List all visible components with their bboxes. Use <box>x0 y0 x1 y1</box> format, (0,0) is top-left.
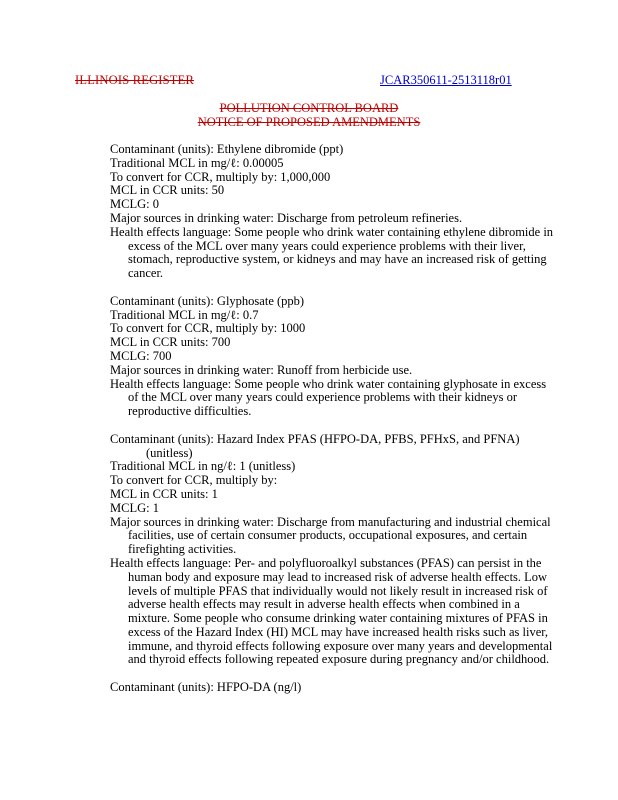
contaminant-line: (unitless) <box>146 445 193 460</box>
health-line: immune, and thyroid effects following exposure over many years and developmental <box>128 638 553 653</box>
mcl-line: Traditional MCL in ng/ℓ: 1 (unitless) <box>110 459 296 474</box>
notice-title: NOTICE OF PROPOSED AMENDMENTS <box>197 115 421 129</box>
mclg-line: MCLG: 700 <box>110 348 172 363</box>
health-line: human body and exposure may lead to increased risk of adverse health effects. Low <box>128 569 548 584</box>
contaminant-line: Contaminant (units): Ethylene dibromide (ppt) <box>110 142 344 156</box>
convert-line: To convert for CCR, multiply by: 1,000,000 <box>110 169 331 184</box>
mclg-line: MCLG: 1 <box>110 500 159 515</box>
ccr-line: MCL in CCR units: 50 <box>110 183 225 198</box>
health-line: adverse health effects may result in adverse health effects when combined in a <box>128 597 520 612</box>
sources-line: Major sources in drinking water: Runoff from herbicide use. <box>110 362 413 377</box>
document-body <box>110 143 590 695</box>
contaminant-block-ethylene-dibromide <box>110 143 590 281</box>
sources-line: firefighting activities. <box>128 542 237 557</box>
ccr-line: MCL in CCR units: 700 <box>110 335 231 350</box>
mcl-line: Traditional MCL in mg/ℓ: 0.7 <box>110 307 259 322</box>
sources-line: Major sources in drinking water: Discharge from manufacturing and industrial chemical <box>110 514 551 529</box>
health-line: excess of the Hazard Index (HI) MCL may have increased health risks such as liver, <box>128 624 549 639</box>
jcar-reference-link[interactable]: JCAR350611-2513118r01 <box>380 73 512 87</box>
mclg-line: MCLG: 0 <box>110 197 159 212</box>
health-line: mixture. Some people who consume drinking water containing mixtures of PFAS in <box>128 611 548 626</box>
sources-line: Major sources in drinking water: Discharge from petroleum refineries. <box>110 210 463 225</box>
health-line: stomach, reproductive system, or kidneys and may have an increased risk of getting <box>128 252 547 267</box>
register-header: ILLINOIS REGISTER <box>75 73 195 87</box>
sources-line: facilities, use of certain consumer products, occupational exposures, and certain <box>128 528 528 543</box>
convert-line: To convert for CCR, multiply by: 1000 <box>110 321 306 336</box>
mcl-line: Traditional MCL in mg/ℓ: 0.00005 <box>110 155 284 170</box>
health-line: Health effects language: Some people who drink water containing glyphosate in excess <box>110 376 547 391</box>
contaminant-line: Contaminant (units): Hazard Index PFAS (HFPO-DA, PFBS, PFHxS, and PFNA) <box>110 431 520 446</box>
contaminant-block-glyphosate <box>110 295 590 419</box>
contaminant-line: Contaminant (units): Glyphosate (ppb) <box>110 293 305 308</box>
health-line: cancer. <box>128 266 164 281</box>
health-line: levels of multiple PFAS that individually would not likely result in increased risk of <box>128 583 548 598</box>
convert-line: To convert for CCR, multiply by: <box>110 473 278 488</box>
contaminant-block-hfpo-da <box>110 681 590 695</box>
health-line: Health effects language: Per- and polyfluoroalkyl substances (PFAS) can persist in the <box>110 555 542 570</box>
health-line: and thyroid effects following repeated exposure during pregnancy and/or childhood. <box>128 652 550 667</box>
health-line: reproductive difficulties. <box>128 404 252 419</box>
contaminant-line: Contaminant (units): HFPO-DA (ng/l) <box>110 680 302 695</box>
contaminant-block-hazard-index-pfas <box>110 433 590 668</box>
health-line: excess of the MCL over many years could experience problems with their liver, <box>128 238 526 253</box>
health-line: Health effects language: Some people who drink water containing ethylene dibromide in <box>110 224 554 239</box>
ccr-line: MCL in CCR units: 1 <box>110 486 218 501</box>
board-title: POLLUTION CONTROL BOARD <box>219 101 399 115</box>
health-line: of the MCL over many years could experience problems with their kidneys or <box>128 390 518 405</box>
